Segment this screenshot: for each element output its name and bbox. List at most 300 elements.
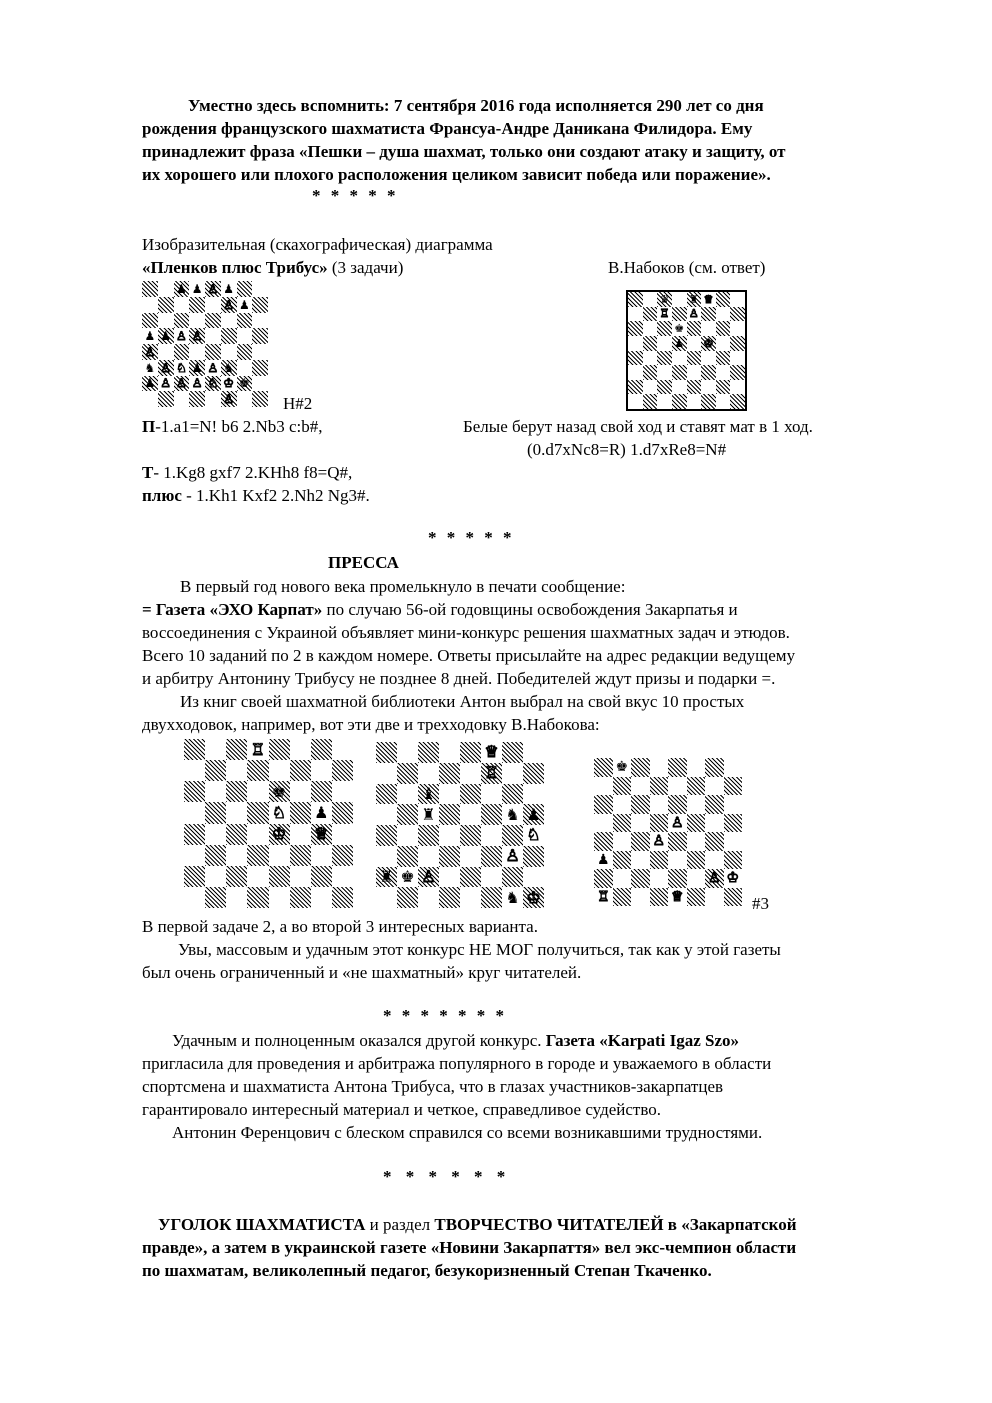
diagram-title: [142, 257, 403, 279]
square-g3: [705, 851, 724, 870]
chess-piece: ♙: [175, 376, 187, 391]
square-b4: [397, 825, 418, 846]
square-e7: [269, 760, 290, 781]
chess-piece: ♘: [175, 360, 187, 375]
corner-line-3: по шахматам, великолепный педагог, безукоризненный Степан Ткаченко.: [142, 1261, 712, 1280]
square-h1: [724, 888, 743, 907]
square-a8: [184, 739, 205, 760]
chessboard-press-3: [594, 758, 742, 906]
square-b6: [643, 321, 658, 336]
square-c5: [657, 336, 672, 351]
square-h1: [332, 887, 353, 908]
square-e2: [687, 380, 702, 395]
square-f4: [481, 825, 502, 846]
square-f3: [481, 846, 502, 867]
square-g6: [716, 321, 731, 336]
square-b8: [397, 742, 418, 763]
square-c5: [418, 804, 439, 825]
chess-piece: ♞: [144, 360, 156, 375]
chess-piece: ♙: [223, 392, 234, 407]
square-c2: [418, 867, 439, 888]
square-c4: [418, 825, 439, 846]
square-h2: [332, 866, 353, 887]
square-h5: [730, 336, 745, 351]
square-g7: [716, 307, 731, 322]
solution-p-label: П: [142, 417, 156, 436]
square-e4: [460, 825, 481, 846]
chess-piece: ♙: [160, 360, 171, 375]
square-c3: [631, 851, 650, 870]
square-d3: [247, 845, 268, 866]
chess-piece: ♚: [238, 376, 250, 391]
contest-line-5: Антонин Ференцович с блеском справился со всеми возникавшими трудностями.: [172, 1123, 763, 1142]
square-c4: [174, 344, 190, 360]
chess-piece: ♔: [223, 376, 234, 391]
contest-line-1-rest: Удачным и полноценным оказался другой конкурс.: [172, 1031, 546, 1050]
square-b4: [205, 824, 226, 845]
square-f8: [481, 742, 502, 763]
square-g8: [311, 739, 332, 760]
square-b4: [613, 832, 632, 851]
square-d8: [672, 292, 687, 307]
square-f2: [701, 380, 716, 395]
nabokov-title: В.Набоков (см. ответ): [608, 258, 766, 277]
square-c3: [657, 365, 672, 380]
square-c8: [418, 742, 439, 763]
square-e3: [269, 845, 290, 866]
square-h6: [252, 313, 268, 329]
square-g1: [502, 887, 523, 908]
corner-line-1: [158, 1214, 797, 1236]
square-a4: [184, 824, 205, 845]
square-a3: [142, 360, 158, 376]
square-c2: [174, 376, 190, 392]
chess-piece: ♙: [207, 360, 219, 375]
square-g5: [502, 804, 523, 825]
chess-piece: ♜: [688, 292, 699, 306]
square-b2: [397, 867, 418, 888]
square-a2: [376, 867, 397, 888]
square-c5: [174, 328, 190, 344]
square-h2: [523, 867, 544, 888]
square-d8: [189, 281, 205, 297]
square-h2: [730, 380, 745, 395]
square-e4: [205, 344, 221, 360]
square-f1: [481, 887, 502, 908]
square-e1: [269, 887, 290, 908]
square-a6: [142, 313, 158, 329]
square-d1: [189, 391, 205, 407]
chessboard-skahograph: [142, 281, 268, 407]
square-f7: [481, 763, 502, 784]
square-g1: [237, 391, 253, 407]
square-b2: [613, 869, 632, 888]
square-e5: [269, 802, 290, 823]
solution-t-label: Т: [142, 463, 154, 482]
square-b3: [613, 851, 632, 870]
square-f2: [481, 867, 502, 888]
square-e2: [269, 866, 290, 887]
square-h2: [724, 869, 743, 888]
square-a8: [142, 281, 158, 297]
square-b8: [643, 292, 658, 307]
square-h7: [252, 297, 268, 313]
square-d3: [439, 846, 460, 867]
square-a3: [594, 851, 613, 870]
chessboard-press-1: [184, 739, 353, 908]
square-a2: [184, 866, 205, 887]
square-f7: [290, 760, 311, 781]
square-c3: [174, 360, 190, 376]
square-f6: [687, 795, 706, 814]
square-e2: [668, 869, 687, 888]
solution-t: [142, 462, 352, 484]
square-f7: [221, 297, 237, 313]
square-f6: [701, 321, 716, 336]
square-d1: [650, 888, 669, 907]
square-g7: [237, 297, 253, 313]
square-d5: [247, 802, 268, 823]
square-f5: [481, 804, 502, 825]
square-h1: [730, 394, 745, 409]
square-e8: [205, 281, 221, 297]
square-e8: [687, 292, 702, 307]
square-d8: [650, 758, 669, 777]
square-h7: [332, 760, 353, 781]
chess-piece: ♘: [271, 802, 287, 822]
square-h3: [730, 365, 745, 380]
square-c8: [631, 758, 650, 777]
square-a6: [376, 784, 397, 805]
square-e3: [687, 365, 702, 380]
chess-piece: ♟: [223, 281, 234, 296]
chess-piece: ♙: [175, 329, 187, 344]
square-c6: [631, 795, 650, 814]
square-e4: [687, 351, 702, 366]
press-p1-line-2-rest: по случаю 56-ой годовщины освобождения Закарпатья и: [322, 600, 738, 619]
square-f5: [290, 802, 311, 823]
chess-piece: ♘: [526, 825, 541, 845]
chess-piece: ♟: [160, 329, 171, 344]
chess-piece: ♙: [670, 814, 684, 831]
chess-piece: ♞: [223, 360, 234, 375]
square-c3: [226, 845, 247, 866]
corner-line-1-mid: и раздел: [365, 1215, 435, 1234]
square-b6: [158, 313, 174, 329]
square-b5: [397, 804, 418, 825]
square-c6: [226, 781, 247, 802]
echo-karpat-ref: = Газета «ЭХО Карпат»: [142, 600, 323, 619]
square-g8: [705, 758, 724, 777]
square-c4: [657, 351, 672, 366]
chess-piece: ♟: [314, 802, 329, 822]
diagram-title-rest: (3 задачи): [327, 258, 404, 277]
square-h3: [252, 360, 268, 376]
square-h8: [332, 739, 353, 760]
square-h4: [332, 824, 353, 845]
square-b2: [205, 866, 226, 887]
chess-piece: ♖: [659, 307, 670, 321]
square-h8: [724, 758, 743, 777]
square-b8: [613, 758, 632, 777]
square-c1: [418, 887, 439, 908]
square-h2: [252, 376, 268, 392]
square-d8: [439, 742, 460, 763]
square-f8: [290, 739, 311, 760]
square-b3: [643, 365, 658, 380]
square-g4: [716, 351, 731, 366]
square-g5: [716, 336, 731, 351]
chess-piece: ♕: [670, 888, 684, 905]
solution-plus: [142, 485, 370, 507]
square-b8: [205, 739, 226, 760]
square-d4: [189, 344, 205, 360]
square-e3: [460, 846, 481, 867]
square-d8: [247, 739, 268, 760]
square-b5: [613, 814, 632, 833]
square-a7: [594, 777, 613, 796]
square-f4: [290, 824, 311, 845]
square-g7: [311, 760, 332, 781]
square-g2: [705, 869, 724, 888]
square-b3: [158, 360, 174, 376]
square-c7: [631, 777, 650, 796]
square-f3: [290, 845, 311, 866]
square-d3: [650, 851, 669, 870]
square-h6: [730, 321, 745, 336]
square-h4: [252, 344, 268, 360]
square-e2: [205, 376, 221, 392]
square-e6: [205, 313, 221, 329]
square-g2: [716, 380, 731, 395]
square-a4: [376, 825, 397, 846]
square-b7: [643, 307, 658, 322]
square-b5: [158, 328, 174, 344]
chess-piece: ♟: [191, 281, 203, 296]
contest-line-1: [172, 1030, 739, 1052]
section-divider: * * * * *: [428, 528, 512, 547]
intro-line-4: их хорошего или плохого расположения целиком зависит победа или поражение».: [142, 165, 771, 184]
square-d4: [439, 825, 460, 846]
square-h7: [523, 763, 544, 784]
square-g5: [705, 814, 724, 833]
contest-line-3: спортсмена и шахматиста Антона Трибуса, что в глазах участников-закарпатцев: [142, 1077, 724, 1096]
chess-piece: ♙: [207, 281, 219, 296]
chess-piece: ♙: [688, 307, 699, 321]
square-h4: [730, 351, 745, 366]
contest-line-4: гарантировало интересный материал и четкое, справедливое судейство.: [142, 1100, 661, 1119]
square-f3: [701, 365, 716, 380]
chess-piece: ♚: [400, 866, 415, 886]
section-divider: * * * * *: [312, 186, 396, 205]
square-c4: [226, 824, 247, 845]
chess-piece: ♜: [421, 804, 436, 824]
square-g7: [502, 763, 523, 784]
chess-piece: ♞: [505, 887, 520, 907]
square-h5: [252, 328, 268, 344]
square-e1: [668, 888, 687, 907]
chess-piece: ♟: [526, 804, 541, 824]
square-e3: [668, 851, 687, 870]
square-a4: [142, 344, 158, 360]
square-g1: [705, 888, 724, 907]
chess-piece: ♕: [703, 292, 714, 306]
chess-piece: ♟: [144, 376, 156, 391]
square-f1: [701, 394, 716, 409]
square-a5: [184, 802, 205, 823]
square-f4: [701, 351, 716, 366]
chess-piece: ♘: [207, 376, 219, 391]
chess-piece: ♙: [160, 376, 171, 391]
square-a4: [594, 832, 613, 851]
square-a1: [594, 888, 613, 907]
square-b6: [613, 795, 632, 814]
chess-piece: ♟: [175, 281, 187, 296]
square-e5: [687, 336, 702, 351]
square-d7: [650, 777, 669, 796]
helpmate-label: H#2: [283, 394, 313, 413]
square-g5: [237, 328, 253, 344]
square-f8: [701, 292, 716, 307]
square-g6: [237, 313, 253, 329]
square-h6: [332, 781, 353, 802]
square-c7: [174, 297, 190, 313]
square-c2: [226, 866, 247, 887]
square-a7: [142, 297, 158, 313]
square-f7: [701, 307, 716, 322]
intro-line-1: Уместно здесь вспомнить: 7 сентября 2016 года исполняется 290 лет со дня: [188, 96, 764, 115]
square-c4: [631, 832, 650, 851]
square-d4: [650, 832, 669, 851]
square-d4: [247, 824, 268, 845]
mate-in-3-label: #3: [752, 894, 769, 913]
square-b1: [397, 887, 418, 908]
square-a2: [142, 376, 158, 392]
square-d3: [672, 365, 687, 380]
square-g2: [237, 376, 253, 392]
square-a5: [628, 336, 643, 351]
solution-plus-text: - 1.Kh1 Kxf2 2.Nh2 Ng3#.: [181, 486, 370, 505]
square-a7: [376, 763, 397, 784]
square-e7: [668, 777, 687, 796]
press-heading: ПРЕССА: [328, 553, 399, 572]
chessboard-press-2: [376, 742, 544, 908]
square-f8: [687, 758, 706, 777]
square-d3: [189, 360, 205, 376]
square-c8: [657, 292, 672, 307]
square-e1: [687, 394, 702, 409]
square-b4: [643, 351, 658, 366]
square-h8: [523, 742, 544, 763]
diagram-caption: Изобразительная (скахографическая) диаграмма: [142, 235, 493, 254]
square-a5: [142, 328, 158, 344]
press-p1-line-5: и арбитру Антонину Трибусу не позднее 8 дней. Победителей ждут призы и подарки =.: [142, 669, 776, 688]
press-p2-line-2: двухходовок, например, вот эти две и трехходовку В.Набокова:: [142, 715, 600, 734]
square-f1: [687, 888, 706, 907]
square-f5: [221, 328, 237, 344]
square-f2: [221, 376, 237, 392]
press-p2-line-1: Из книг своей шахматной библиотеки Антон выбрал на свой вкус 10 простых: [180, 692, 745, 711]
square-g8: [716, 292, 731, 307]
square-a8: [594, 758, 613, 777]
square-h8: [730, 292, 745, 307]
square-g6: [705, 795, 724, 814]
square-a3: [628, 365, 643, 380]
square-h1: [252, 391, 268, 407]
chess-piece: ♙: [191, 376, 203, 391]
square-a1: [184, 887, 205, 908]
square-e5: [668, 814, 687, 833]
square-g4: [311, 824, 332, 845]
square-b7: [205, 760, 226, 781]
corner-line-2: правде», а затем в украинской газете «Новини Закарпаття» вел экс-чемпион области: [142, 1238, 797, 1257]
square-g8: [237, 281, 253, 297]
chess-piece: ♙: [223, 297, 234, 312]
square-b1: [158, 391, 174, 407]
square-g3: [502, 846, 523, 867]
chess-piece: ♖: [250, 739, 266, 759]
square-f7: [687, 777, 706, 796]
square-c5: [631, 814, 650, 833]
square-e8: [269, 739, 290, 760]
square-d2: [672, 380, 687, 395]
square-b1: [205, 887, 226, 908]
square-g8: [502, 742, 523, 763]
chess-piece: ♟: [238, 297, 250, 312]
diagram-title-bold: «Пленков плюс Трибус»: [142, 258, 328, 277]
square-d6: [672, 321, 687, 336]
square-c6: [418, 784, 439, 805]
square-b1: [643, 394, 658, 409]
chessboard-nabokov: [626, 290, 747, 411]
square-d6: [247, 781, 268, 802]
chess-piece: ♛: [659, 292, 670, 306]
square-f6: [290, 781, 311, 802]
square-c2: [631, 869, 650, 888]
square-b4: [158, 344, 174, 360]
square-f1: [290, 887, 311, 908]
square-g6: [502, 784, 523, 805]
square-g4: [705, 832, 724, 851]
corner-ref-1: УГОЛОК ШАХМАТИСТА: [158, 1215, 366, 1234]
square-d5: [189, 328, 205, 344]
square-h7: [724, 777, 743, 796]
square-d4: [672, 351, 687, 366]
press-p1-line-4: Всего 10 заданий по 2 в каждом номере. Ответы присылайте на адрес редакции ведущему: [142, 646, 796, 665]
square-d1: [247, 887, 268, 908]
square-a1: [142, 391, 158, 407]
square-d1: [672, 394, 687, 409]
square-d6: [439, 784, 460, 805]
square-g3: [237, 360, 253, 376]
square-c7: [657, 307, 672, 322]
square-f8: [221, 281, 237, 297]
square-e6: [668, 795, 687, 814]
square-h5: [523, 804, 544, 825]
square-a7: [628, 307, 643, 322]
square-e5: [205, 328, 221, 344]
square-a1: [376, 887, 397, 908]
solution-p: [142, 416, 323, 438]
square-f6: [481, 784, 502, 805]
square-a8: [376, 742, 397, 763]
intro-line-3: принадлежит фраза «Пешки – душа шахмат, только они создают атаку и защиту, от: [142, 142, 786, 161]
square-e2: [460, 867, 481, 888]
square-d2: [439, 867, 460, 888]
square-b6: [205, 781, 226, 802]
square-g5: [311, 802, 332, 823]
square-d7: [439, 763, 460, 784]
